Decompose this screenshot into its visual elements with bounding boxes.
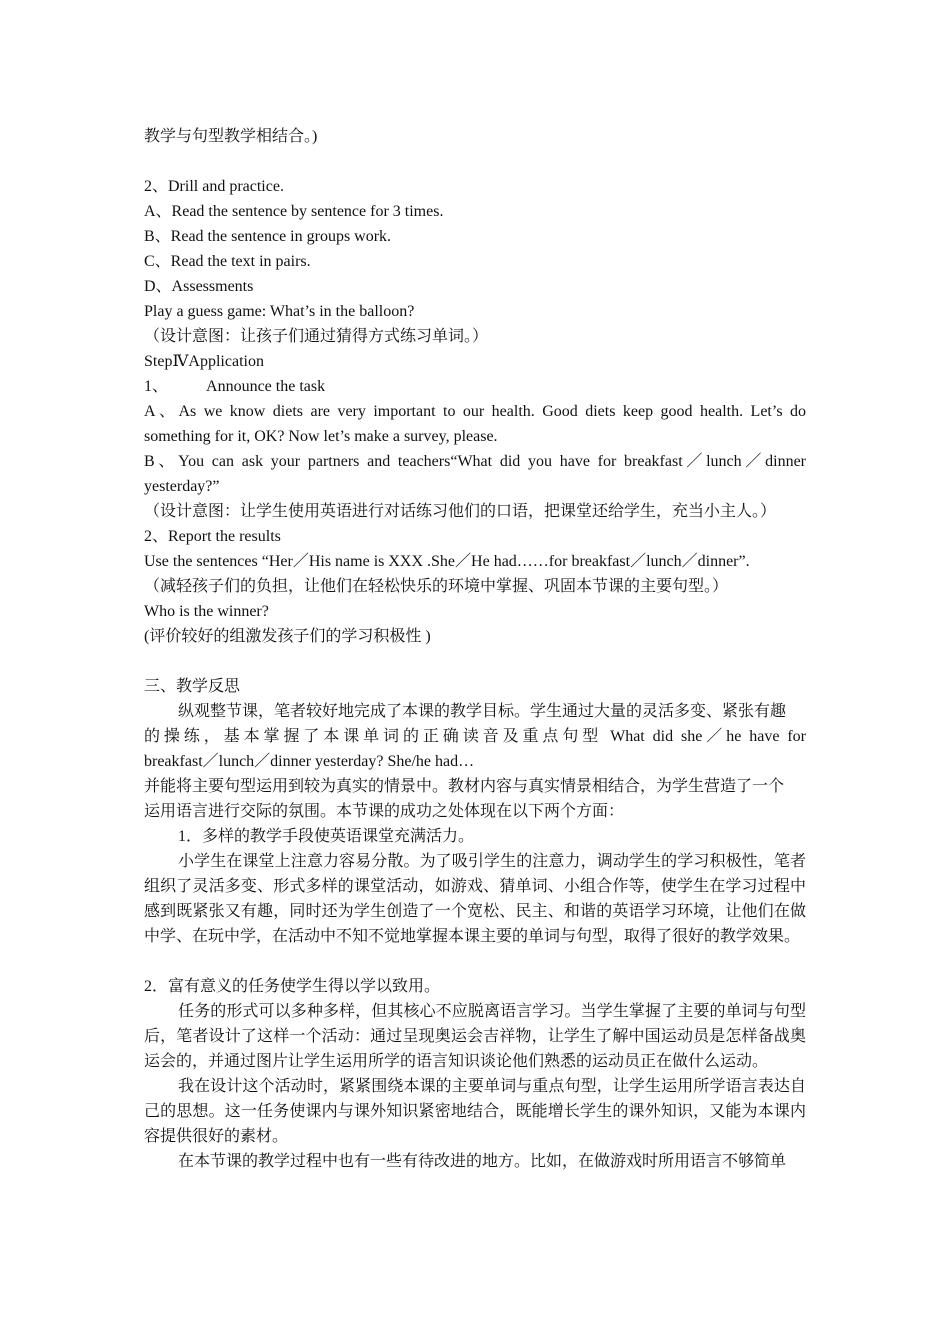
task-number: 1、 [144,378,169,395]
section-heading: 2、Report the results [144,528,281,545]
text-line: something for it, OK? Now let’s make a survey, please. [144,428,498,445]
text-line: A、As we know diets are very important to our health. Good diets keep good health. Let’s do [144,403,806,420]
text-line: B、Read the sentence in groups work. [144,228,392,245]
section-title: 三、教学反思 [144,678,241,695]
text-line: C、Read the text in pairs. [144,253,311,270]
paragraph: 小学生在课堂上注意力容易分散。为了吸引学生的注意力，调动学生的学习积极性，笔者组织了灵活多变、形式多样的课堂活动，如游戏、猜单词、小组合作等，使学生在学习过程中感到既紧张又有趣，同时还为学生创造了一个宽松、民主、和谐的英语学习环境，让他们在做中学、在玩中学，在活动中不知不觉地掌握本课主要的单词与句型，取得了很好的教学效果。 [144,853,806,945]
paragraph-line: 并能将主要句型运用到较为真实的情景中。教材内容与真实情景相结合，为学生营造了一个 [144,778,785,795]
paragraph: 我在设计这个活动时，紧紧围绕本课的主要单词与重点句型，让学生运用所学语言表达自己的思想。这一任务使课内与课外知识紧密地结合，既能增长学生的课外知识，又能为本课内容提供很好的素材。 [144,1078,806,1145]
text-line: A、Read the sentence by sentence for 3 times. [144,203,444,220]
design-intent-note: （设计意图：让孩子们通过猜得方式练习单词。） [144,328,489,345]
task-heading [144,374,806,399]
paragraph-line: 在本节课的教学过程中也有一些有待改进的地方。比如，在做游戏时所用语言不够简单 [178,1153,787,1170]
paragraph-line: breakfast／lunch／dinner yesterday? She/he had… [144,753,475,770]
subsection-heading: 2．富有意义的任务使学生得以学以致用。 [144,978,441,995]
text-line: (评价较好的组激发孩子们的学习积极性 ) [144,628,431,645]
text-line: Play a guess game: What’s in the balloon? [144,303,415,320]
design-intent-note: （减轻孩子们的负担，让他们在轻松快乐的环境中掌握、巩固本节课的主要句型。） [144,578,729,595]
paragraph: 任务的形式可以多种多样，但其核心不应脱离语言学习。当学生掌握了主要的单词与句型后，笔者设计了这样一个活动：通过呈现奥运会吉祥物，让学生了解中国运动员是怎样备战奥运会的，并通过图片让学生运用所学的语言知识谈论他们熟悉的运动员正在做什么运动。 [144,1003,806,1070]
blank-line [144,949,806,974]
step-heading: StepⅣApplication [144,353,264,370]
text-line: Who is the winner? [144,603,269,620]
paragraph-line: 运用语言进行交际的氛围。本节课的成功之处体现在以下两个方面： [144,803,625,820]
text-line: Use the sentences “Her／His name is XXX .She／He had……for breakfast／lunch／dinner”. [144,553,750,570]
paragraph-line: 的操练，基本掌握了本课单词的正确读音及重点句型 What did she／he have for [144,728,806,745]
text-line: B、You can ask your partners and teachers“What did you have for breakfast／lunch／dinner [144,453,806,470]
blank-line [144,149,806,174]
text-line: yesterday?” [144,478,220,495]
task-title: Announce the task [206,378,326,395]
blank-line [144,649,806,674]
section-heading: 2、Drill and practice. [144,178,284,195]
document-body [144,124,806,1174]
paragraph-line: 纵观整节课，笔者较好地完成了本课的教学目标。学生通过大量的灵活多变、紧张有趣 [178,703,787,720]
design-intent-note: （设计意图：让学生使用英语进行对话练习他们的口语，把课堂还给学生，充当小主人。） [144,503,777,520]
text-line: D、Assessments [144,278,254,295]
subsection-heading: 1．多样的教学手段使英语课堂充满活力。 [178,828,475,845]
text-line: 教学与句型教学相结合。) [144,128,318,145]
